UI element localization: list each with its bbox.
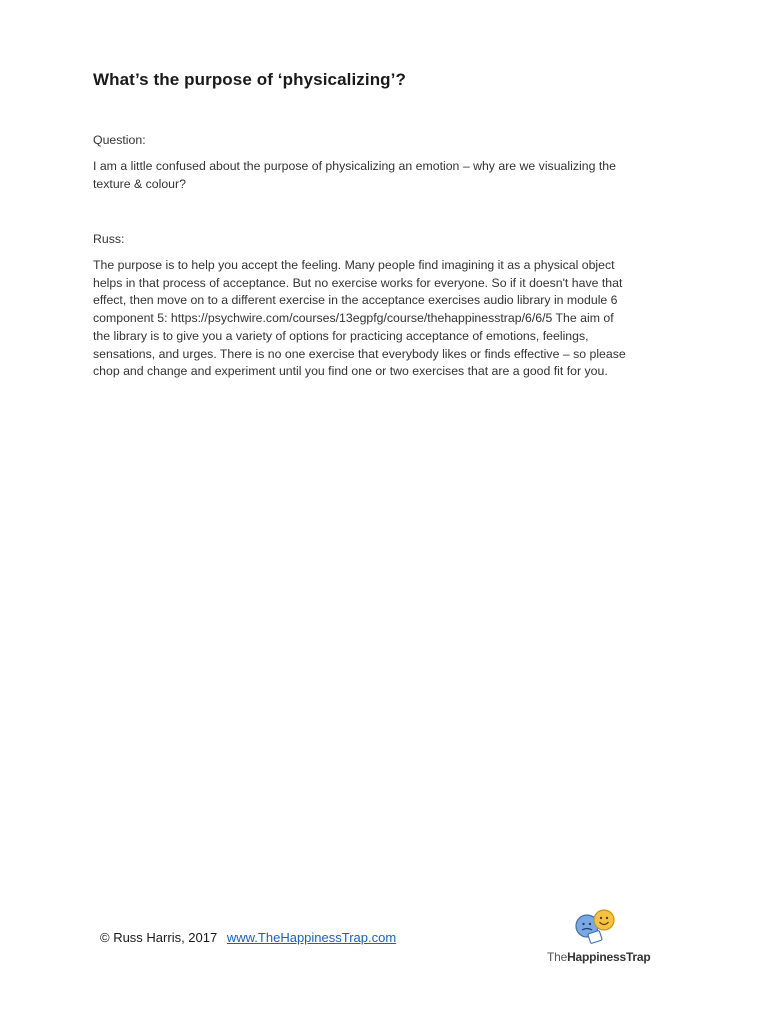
- answer-line: helps in that process of acceptance. But no exercise works for everyone. So if it doesn't have that: [93, 275, 623, 290]
- answer-line: sensations, and urges. There is no one exercise that everybody likes or finds effective – so please: [93, 346, 626, 361]
- answer-text: [93, 257, 673, 381]
- website-link[interactable]: www.TheHappinessTrap.com: [226, 930, 397, 945]
- question-line: texture & colour?: [93, 176, 186, 191]
- question-line: I am a little confused about the purpose of physicalizing an emotion – why are we visualizing the: [93, 159, 616, 173]
- answer-label: Russ:: [93, 232, 125, 246]
- logo-name: HappinessTrap: [567, 950, 651, 964]
- happiness-trap-logo: [545, 908, 655, 968]
- question-label: Question:: [93, 133, 146, 147]
- logo-prefix: The: [547, 950, 568, 964]
- footer: [100, 930, 396, 945]
- answer-line: chop and change and experiment until you find one or two exercises that are a good fit for you.: [93, 364, 608, 379]
- answer-line: the library is to give you a variety of options for practicing acceptance of emotions, feelings,: [93, 328, 589, 343]
- answer-line: The purpose is to help you accept the feeling. Many people find imagining it as a physical object: [93, 258, 615, 272]
- logo-wordmark: [547, 950, 651, 964]
- page-title: What’s the purpose of ‘physicalizing’?: [93, 70, 406, 89]
- answer-line: component 5: https://psychwire.com/courses/13egpfg/course/thehappinesstrap/6/6/5 The aim of: [93, 311, 614, 326]
- happiness-trap-faces-icon: [573, 908, 621, 948]
- copyright-text: © Russ Harris, 2017: [100, 930, 218, 945]
- answer-line: effect, then move on to a different exercise in the acceptance exercises audio library in module 6: [93, 293, 618, 308]
- question-text: [93, 158, 673, 193]
